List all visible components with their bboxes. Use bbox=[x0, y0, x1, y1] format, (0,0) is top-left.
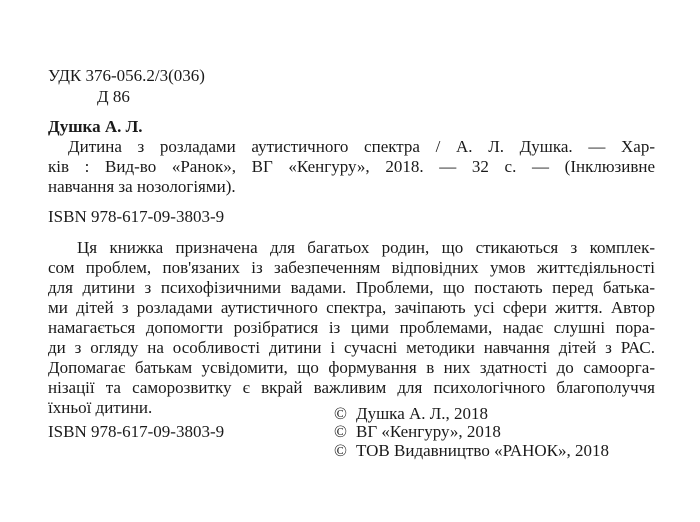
copyright-line bbox=[334, 441, 609, 461]
isbn-bottom: ISBN 978-617-09-3803-9 bbox=[48, 422, 225, 441]
copyright-symbol: © bbox=[334, 422, 347, 441]
copyright-holder: ТОВ Видавництво «РАНОК», 2018 bbox=[356, 441, 610, 460]
abstract-line: нізації та саморозвитку є вкрай важливим для психологічного благополуччя bbox=[48, 378, 655, 397]
abstract-line: їхньої дитини. bbox=[48, 398, 153, 417]
abstract-line: ди з огляду на особливості дитини і сучасні методики навчання дітей з РАС. bbox=[48, 338, 655, 357]
author-mark: Д 86 bbox=[97, 87, 130, 106]
copyright-holder: ВГ «Кенгуру», 2018 bbox=[356, 422, 501, 441]
author-heading: Душка А. Л. bbox=[48, 117, 143, 136]
copyright-line bbox=[334, 404, 488, 424]
abstract-line: Ця книжка призначена для багатьох родин, що стикаються з комплек- bbox=[77, 238, 655, 257]
bib-line: навчання за нозологіями). bbox=[48, 177, 236, 196]
abstract-line: сом проблем, пов'язаних із забезпеченням відповідних умов життєдіяльності bbox=[48, 258, 655, 277]
abstract-line: Допомагає батькам усвідомити, що формування в них здатності до самоорга- bbox=[48, 358, 655, 377]
abstract-line: намагається допомогти розібратися із цими проблемами, надає слушні пора- bbox=[48, 318, 655, 337]
isbn-top: ISBN 978-617-09-3803-9 bbox=[48, 207, 225, 226]
bib-line: ків : Вид-во «Ранок», ВГ «Кенгуру», 2018. — 32 с. — (Інклюзивне bbox=[48, 157, 655, 176]
copyright-symbol: © bbox=[334, 404, 347, 423]
bib-line: Дитина з розладами аутистичного спектра / А. Л. Душка. — Хар- bbox=[68, 137, 655, 156]
abstract-line: ми дітей з розладами аутистичного спектра, зачіпають усі сфери життя. Автор bbox=[48, 298, 655, 317]
abstract-line: для дитини з психофізичними вадами. Проблеми, що постають перед батька- bbox=[48, 278, 655, 297]
copyright-symbol: © bbox=[334, 441, 347, 460]
udk-code: УДК 376-056.2/3(036) bbox=[48, 66, 205, 85]
copyright-line bbox=[334, 422, 501, 442]
copyright-holder: Душка А. Л., 2018 bbox=[356, 404, 489, 423]
